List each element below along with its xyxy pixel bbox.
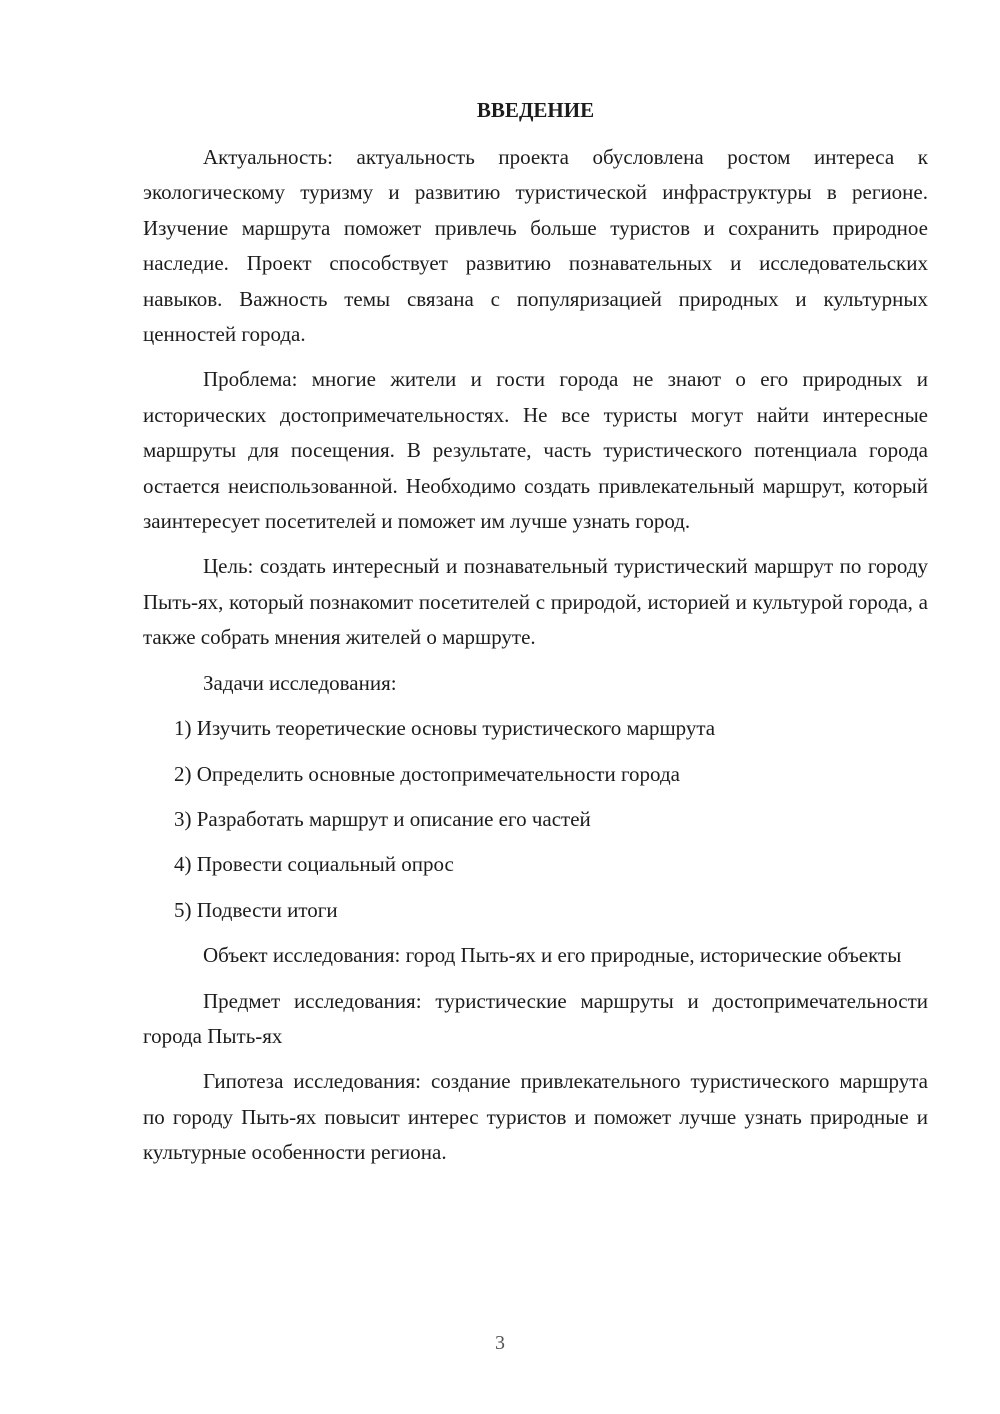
- task-item: 4) Провести социальный опрос: [174, 852, 454, 877]
- object-paragraph: Объект исследования: город Пыть-ях и его природные, исторические объекты: [203, 943, 902, 968]
- page-number: 3: [495, 1332, 505, 1354]
- problem-paragraph: Проблема: многие жители и гости города не знают о его природных и исторических достопримечательностях. Не все туристы могут найти интересные маршруты для посещения. В результате, часть туристического потенциала города остается неиспользованной. Необходимо создать привлекательный маршрут, который заинтересует посетителей и поможет им лучше узнать город.: [143, 367, 928, 534]
- goal-paragraph: Цель: создать интересный и познавательный туристический маршрут по городу Пыть-ях, который познакомит посетителей с природой, историей и культурой города, а также собрать мнения жителей о маршруте.: [143, 554, 928, 650]
- tasks-heading: Задачи исследования:: [203, 670, 397, 695]
- task-item: 3) Разработать маршрут и описание его частей: [174, 806, 591, 831]
- tasks-list: [143, 711, 928, 928]
- task-item: 2) Определить основные достопримечательности города: [174, 761, 680, 786]
- document-page: [143, 93, 928, 1181]
- relevance-paragraph: Актуальность: актуальность проекта обусловлена ростом интереса к экологическому туризму и развитию туристической инфраструктуры в регионе. Изучение маршрута поможет привлечь больше туристов и сохранить природное наследие. Проект способствует развитию познавательных и исследовательских навыков. Важность темы связана с популяризацией природных и культурных ценностей города.: [143, 145, 928, 347]
- subject-paragraph: Предмет исследования: туристические маршруты и достопримечательности города Пыть-ях: [143, 988, 928, 1048]
- task-item: 1) Изучить теоретические основы туристического маршрута: [174, 716, 716, 741]
- task-item: 5) Подвести итоги: [174, 897, 338, 922]
- section-title: ВВЕДЕНИЕ: [476, 98, 595, 122]
- hypothesis-paragraph: Гипотеза исследования: создание привлекательного туристического маршрута по городу Пыть-ях повысит интерес туристов и поможет лучше узнать природные и культурные особенности региона.: [143, 1069, 928, 1165]
